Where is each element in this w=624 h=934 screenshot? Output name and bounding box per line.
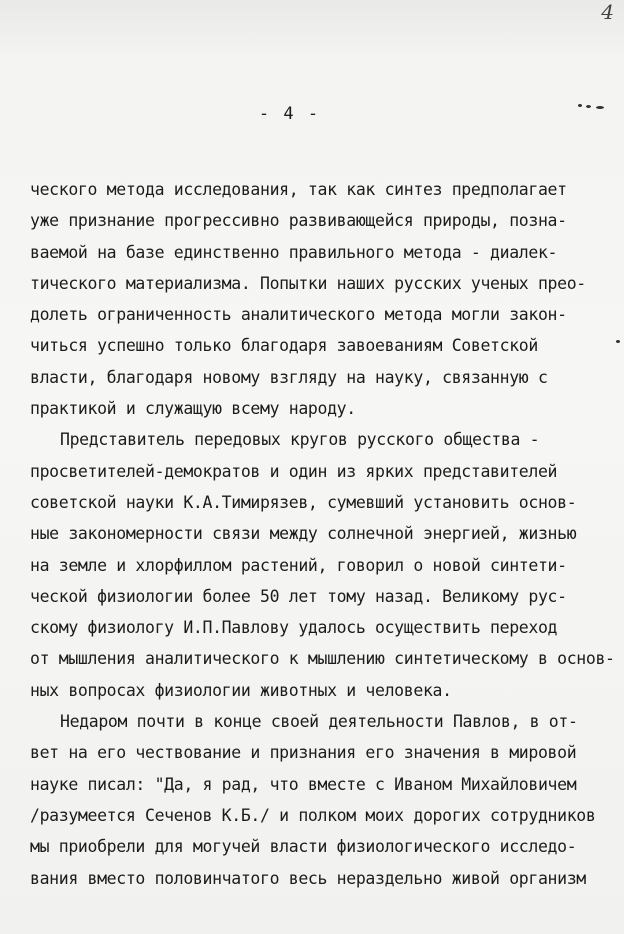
text-line: ческого метода исследования, так как синтез предполагает [30,180,567,199]
text-line: читься успешно только благодаря завоеваниям Советской [30,336,538,356]
text-line: практикой и служащую всему народу. [30,399,356,419]
text-line: уже признание прогрессивно развивающейся природы, позна- [30,211,567,231]
text-line: Недаром почти в конце своей деятельности Павлов, в от- [60,712,578,732]
text-line: власти, благодаря новому взгляду на науку, связанную с [30,367,548,387]
text-line: скому физиологу И.П.Павлову удалось осуществить переход [30,618,558,638]
text-line: ных вопросах физиологии животных и человека. [30,680,452,700]
text-line: тического материализма. Попытки наших русских ученых прео- [30,273,586,293]
text-line: на земле и хлорфиллом растений, говорил о новой синтети- [30,555,567,575]
text-line: науке писал: "Да, я рад, что вместе с Иваном Михайловичем [30,774,577,794]
text-line: ваемой на базе единственно правильного метода - диалек- [30,242,558,262]
text-line: ческой физиологии более 50 лет тому назад. Великому рус- [30,586,567,606]
text-line: ные закономерности связи между солнечной энергией, жизнью [30,524,577,544]
text-line: долеть ограниченность аналитического метода могли закон- [30,305,567,325]
text-line: Представитель передовых кругов русского общества - [60,430,540,450]
handwritten-page-mark: 4 [601,0,614,24]
ink-speck [596,106,604,109]
ink-speck [578,104,582,107]
page-number: - 4 - [258,104,321,124]
body-text [30,174,624,894]
text-line: /разумеется Сеченов К.Б./ и полком моих дорогих сотрудников [30,805,596,825]
text-line: вет на его чествование и признания его значения в мировой [30,743,577,763]
ink-speck [586,105,591,108]
text-line: вания вместо половинчатого весь нераздельно живой организм [30,868,586,888]
text-line: советской науки К.А.Тимирязев, сумевший установить основ- [30,492,577,512]
text-line: мы приобрели для могучей власти физиологического исследо- [30,837,577,857]
text-line: просветителей-демократов и один из ярких представителей [30,461,558,481]
text-line: от мышления аналитического к мышлению синтетическому в основ- [30,649,615,669]
